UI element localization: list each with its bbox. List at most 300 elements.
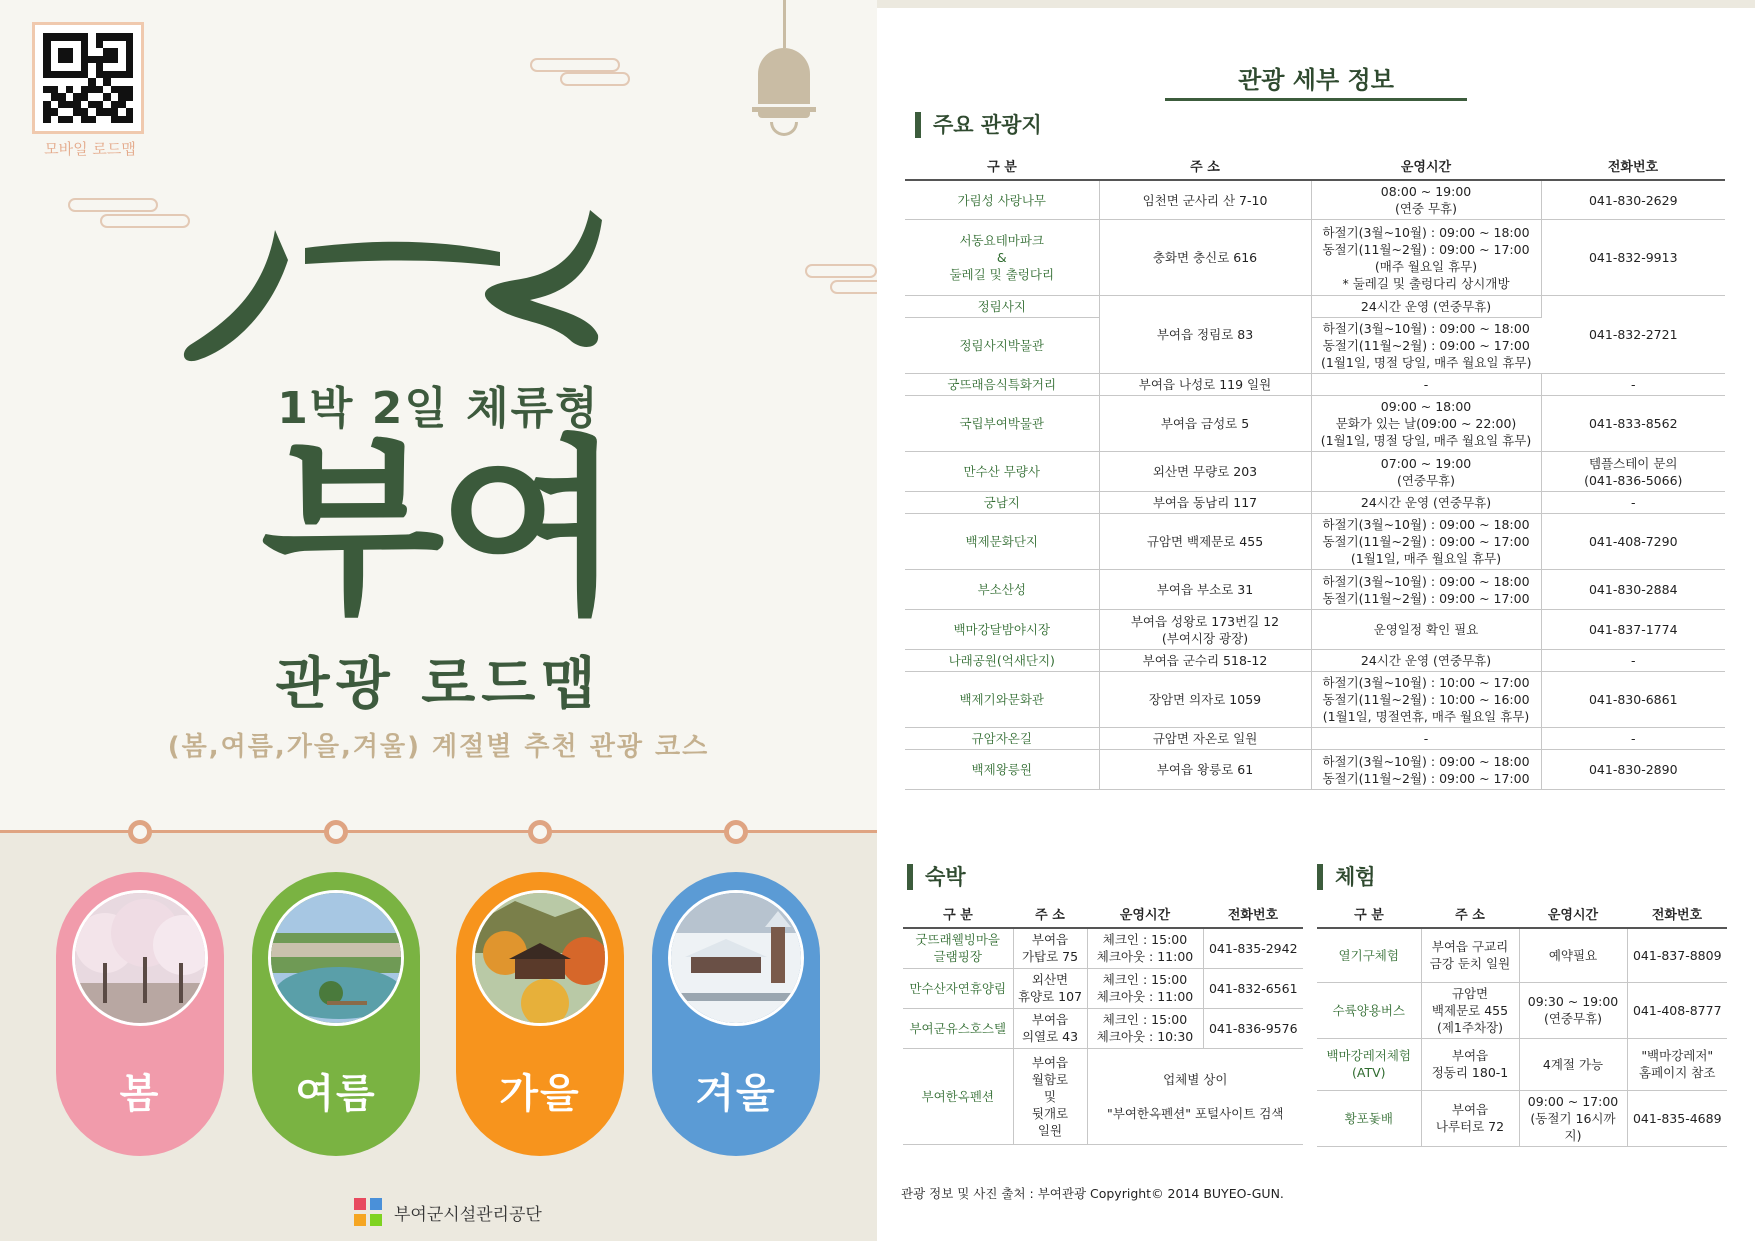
qr-cell: [88, 56, 96, 64]
attractions-table: [905, 152, 1725, 790]
qr-cell: [88, 116, 96, 124]
qr-cell: [118, 108, 126, 116]
row-phone: 041-835-4689: [1627, 1090, 1727, 1146]
row-hours: 운영일정 확인 필요: [1311, 610, 1541, 650]
row-address: 부여읍 월함로 및 뒷개로 일원: [1013, 1048, 1087, 1144]
qr-cell: [43, 108, 51, 116]
cover-title-roadmap: 관광 로드맵: [275, 652, 602, 717]
row-hours: 하절기(3월~10월) : 09:00 ~ 18:00 동절기(11월~2월) : 09:00 ~ 17:00 (1월1일, 명절 당일, 매주 월요일 휴무): [1311, 318, 1541, 374]
row-name: 만수산자연휴양림: [903, 968, 1013, 1008]
qr-cell: [81, 86, 89, 94]
table-row: [1317, 1090, 1727, 1146]
qr-cell: [81, 33, 89, 41]
qr-cell: [103, 41, 111, 49]
season-card-winter[interactable]: [652, 872, 820, 1156]
qr-cell: [81, 56, 89, 64]
qr-cell: [66, 71, 74, 79]
cover-panel: [0, 0, 877, 1241]
qr-cell: [126, 78, 134, 86]
column-header: 전화번호: [1541, 152, 1725, 180]
autumn-photo: [472, 890, 608, 1026]
qr-cell: [103, 48, 111, 56]
table-row: [903, 1048, 1303, 1144]
qr-cell: [73, 71, 81, 79]
column-header: 전화번호: [1627, 900, 1727, 928]
qr-cell: [118, 41, 126, 49]
qr-cell: [43, 63, 51, 71]
qr-cell: [88, 108, 96, 116]
qr-cell: [51, 41, 59, 49]
qr-cell: [58, 78, 66, 86]
hanging-ring: [724, 820, 748, 844]
qr-cell: [73, 78, 81, 86]
qr-cell: [111, 71, 119, 79]
column-header: 운영시간: [1087, 900, 1203, 928]
qr-caption: 모바일 로드맵: [44, 140, 136, 158]
qr-cell: [118, 86, 126, 94]
row-phone: 041-830-2890: [1541, 750, 1725, 790]
details-title: 관광 세부 정보: [1238, 66, 1394, 94]
qr-cell: [58, 63, 66, 71]
row-address: 부여읍 왕릉로 61: [1099, 750, 1311, 790]
qr-cell: [43, 71, 51, 79]
qr-cell: [111, 56, 119, 64]
qr-cell: [96, 41, 104, 49]
qr-cell: [51, 33, 59, 41]
qr-cell: [66, 86, 74, 94]
qr-cell: [111, 48, 119, 56]
qr-cell: [73, 33, 81, 41]
qr-cell: [96, 63, 104, 71]
row-address: 외산면 휴양로 107: [1013, 968, 1087, 1008]
row-phone: -: [1541, 650, 1725, 672]
table-row: [905, 374, 1725, 396]
qr-cell: [118, 63, 126, 71]
row-name: 백제기와문화관: [905, 672, 1099, 728]
row-phone: -: [1541, 374, 1725, 396]
qr-cell: [51, 116, 59, 124]
qr-cell: [43, 41, 51, 49]
row-phone: -: [1541, 492, 1725, 514]
row-address: 규암면 자온로 일원: [1099, 728, 1311, 750]
row-address: 충화면 충신로 616: [1099, 220, 1311, 296]
lodging-table: [903, 900, 1303, 1145]
qr-cell: [81, 71, 89, 79]
column-header: 주 소: [1013, 900, 1087, 928]
row-phone: -: [1541, 728, 1725, 750]
qr-cell: [51, 63, 59, 71]
qr-cell: [66, 78, 74, 86]
bell-clapper: [770, 122, 798, 136]
table-row: [905, 650, 1725, 672]
row-name: 황포돛배: [1317, 1090, 1421, 1146]
title-underline: [1165, 98, 1467, 101]
row-hours: 업체별 상이 "부여한옥펜션" 포털사이트 검색: [1087, 1048, 1303, 1144]
row-address: 부여읍 금성로 5: [1099, 396, 1311, 452]
row-name: 정림사지박물관: [905, 318, 1099, 374]
qr-cell: [58, 108, 66, 116]
qr-cell: [103, 56, 111, 64]
qr-cell: [58, 116, 66, 124]
row-hours: 체크인 : 15:00 체크아웃 : 11:00: [1087, 928, 1203, 968]
row-name: 열기구체험: [1317, 928, 1421, 982]
qr-cell: [111, 78, 119, 86]
row-name: 부여한옥펜션: [903, 1048, 1013, 1144]
table-row: [1317, 1038, 1727, 1090]
qr-cell: [51, 48, 59, 56]
qr-cell: [126, 116, 134, 124]
cloud-decoration: [530, 58, 620, 72]
qr-cell: [103, 108, 111, 116]
row-name: 백제왕릉원: [905, 750, 1099, 790]
qr-cell: [73, 86, 81, 94]
hanging-ring: [128, 820, 152, 844]
qr-cell: [126, 56, 134, 64]
row-hours: 08:00 ~ 19:00 (연중 무휴): [1311, 180, 1541, 220]
qr-cell: [58, 41, 66, 49]
qr-cell: [43, 78, 51, 86]
row-phone: 041-408-8777: [1627, 982, 1727, 1038]
row-name: 서동요테마파크 & 둘레길 및 출렁다리: [905, 220, 1099, 296]
qr-cell: [96, 33, 104, 41]
row-hours: 24시간 운영 (연중무휴): [1311, 650, 1541, 672]
qr-cell: [96, 101, 104, 109]
qr-cell: [118, 116, 126, 124]
qr-cell: [103, 101, 111, 109]
qr-cell: [66, 56, 74, 64]
row-phone: 041-836-9576: [1203, 1008, 1303, 1048]
row-hours: -: [1311, 728, 1541, 750]
qr-cell: [88, 78, 96, 86]
row-hours: 체크인 : 15:00 체크아웃 : 10:30: [1087, 1008, 1203, 1048]
row-name: 규암자온길: [905, 728, 1099, 750]
qr-cell: [58, 101, 66, 109]
section-heading-attractions: 주요 관광지: [915, 112, 1042, 138]
qr-cell: [111, 108, 119, 116]
qr-cell: [51, 93, 59, 101]
row-hours: 07:00 ~ 19:00 (연중무휴): [1311, 452, 1541, 492]
qr-cell: [111, 86, 119, 94]
cloud-decoration: [560, 72, 630, 86]
experience-table: [1317, 900, 1727, 1147]
qr-cell: [103, 116, 111, 124]
row-name: 국립부여박물관: [905, 396, 1099, 452]
row-phone: 041-830-6861: [1541, 672, 1725, 728]
qr-cell: [73, 108, 81, 116]
row-name: 굿뜨래웰빙마을 글램핑장: [903, 928, 1013, 968]
qr-cell: [126, 86, 134, 94]
row-phone: 041-832-2721: [1541, 296, 1725, 374]
row-phone: 041-830-2884: [1541, 570, 1725, 610]
qr-cell: [81, 116, 89, 124]
row-name: 나래공원(억새단지): [905, 650, 1099, 672]
qr-cell: [111, 101, 119, 109]
qr-cell: [126, 33, 134, 41]
qr-cell: [58, 86, 66, 94]
row-hours: 09:30 ~ 19:00 (연중무휴): [1519, 982, 1627, 1038]
table-row: [1317, 982, 1727, 1038]
qr-cell: [43, 33, 51, 41]
section-heading-lodging: 숙박: [907, 864, 966, 890]
table-row: [905, 610, 1725, 650]
qr-cell: [43, 86, 51, 94]
qr-cell: [43, 56, 51, 64]
qr-cell: [103, 93, 111, 101]
row-phone: 041-833-8562: [1541, 396, 1725, 452]
table-row: [905, 180, 1725, 220]
qr-cell: [58, 71, 66, 79]
qr-cell: [126, 48, 134, 56]
table-row: [905, 452, 1725, 492]
row-name: 부여군유스호스텔: [903, 1008, 1013, 1048]
qr-cell: [96, 71, 104, 79]
qr-cell: [103, 71, 111, 79]
qr-cell: [118, 93, 126, 101]
qr-cell: [66, 41, 74, 49]
column-header: 주 소: [1421, 900, 1519, 928]
qr-cell: [51, 101, 59, 109]
table-row: [905, 750, 1725, 790]
season-label-winter: 겨울: [695, 1071, 777, 1117]
row-hours: 하절기(3월~10월) : 09:00 ~ 18:00 동절기(11월~2월) : 09:00 ~ 17:00: [1311, 570, 1541, 610]
row-hours: 하절기(3월~10월) : 09:00 ~ 18:00 동절기(11월~2월) : 09:00 ~ 17:00: [1311, 750, 1541, 790]
row-phone: 041-832-9913: [1541, 220, 1725, 296]
qr-cell: [96, 108, 104, 116]
row-address: 부여읍 가탑로 75: [1013, 928, 1087, 968]
row-name: 부소산성: [905, 570, 1099, 610]
qr-cell: [103, 78, 111, 86]
qr-cell: [51, 71, 59, 79]
qr-cell: [118, 48, 126, 56]
table-row: [903, 1008, 1303, 1048]
row-hours: 체크인 : 15:00 체크아웃 : 11:00: [1087, 968, 1203, 1008]
row-address: 부여읍 의열로 43: [1013, 1008, 1087, 1048]
row-phone: "백마강레저" 홈페이지 참조: [1627, 1038, 1727, 1090]
bell-band: [752, 104, 816, 112]
row-address: 장암면 의자로 1059: [1099, 672, 1311, 728]
qr-cell: [126, 71, 134, 79]
qr-cell: [51, 56, 59, 64]
qr-cell: [43, 48, 51, 56]
table-row: [1317, 928, 1727, 982]
qr-cell: [58, 48, 66, 56]
qr-cell: [66, 63, 74, 71]
row-name: 만수산 무량사: [905, 452, 1099, 492]
table-row: [903, 928, 1303, 968]
row-hours: 하절기(3월~10월) : 09:00 ~ 18:00 동절기(11월~2월) : 09:00 ~ 17:00 (매주 월요일 휴무) * 둘레길 및 출렁다리 상시개방: [1311, 220, 1541, 296]
row-hours: 24시간 운영 (연중무휴): [1311, 296, 1541, 318]
qr-cell: [81, 41, 89, 49]
qr-cell: [66, 116, 74, 124]
bell-rope: [783, 0, 786, 48]
organization-mark: [352, 1196, 542, 1228]
row-address: 부여읍 성왕로 173번길 12 (부여시장 광장): [1099, 610, 1311, 650]
row-name: 궁뜨래음식특화거리: [905, 374, 1099, 396]
footer-credit: 관광 정보 및 사진 출처 : 부여관광 Copyright© 2014 BUYEO-GUN.: [901, 1186, 1284, 1201]
row-hours: -: [1311, 374, 1541, 396]
cloud-decoration: [805, 264, 877, 278]
qr-code[interactable]: [32, 22, 144, 134]
cover-title: 부여: [260, 419, 617, 640]
qr-cell: [43, 116, 51, 124]
column-header: 구 분: [903, 900, 1013, 928]
cloud-decoration: [68, 198, 158, 212]
summer-photo: [268, 890, 404, 1026]
qr-cell: [126, 108, 134, 116]
cover-subtitle: 1박 2일 체류형: [277, 383, 600, 434]
table-row: [905, 514, 1725, 570]
qr-cell: [81, 48, 89, 56]
table-row: [905, 220, 1725, 296]
row-phone: 041-837-1774: [1541, 610, 1725, 650]
qr-cell: [51, 108, 59, 116]
qr-cell: [73, 41, 81, 49]
season-card-spring[interactable]: [56, 872, 224, 1156]
row-address: 부여읍 나루터로 72: [1421, 1090, 1519, 1146]
row-address: 부여읍 부소로 31: [1099, 570, 1311, 610]
column-header: 주 소: [1099, 152, 1311, 180]
qr-cell: [88, 33, 96, 41]
qr-cell: [43, 93, 51, 101]
qr-cell: [73, 56, 81, 64]
hanging-ring: [528, 820, 552, 844]
row-address: 부여읍 동남리 117: [1099, 492, 1311, 514]
row-name: 백마강레저체험 (ATV): [1317, 1038, 1421, 1090]
qr-cell: [66, 48, 74, 56]
qr-cell: [96, 56, 104, 64]
qr-cell: [81, 108, 89, 116]
qr-pattern: [43, 33, 133, 123]
qr-cell: [111, 33, 119, 41]
row-phone: 템플스테이 문의 (041-836-5066): [1541, 452, 1725, 492]
row-hours: 24시간 운영 (연중무휴): [1311, 492, 1541, 514]
qr-cell: [111, 116, 119, 124]
qr-cell: [118, 33, 126, 41]
row-address: 부여읍 정림로 83: [1099, 296, 1311, 374]
row-address: 부여읍 나성로 119 일원: [1099, 374, 1311, 396]
qr-cell: [73, 116, 81, 124]
qr-cell: [66, 93, 74, 101]
qr-cell: [43, 101, 51, 109]
qr-cell: [118, 101, 126, 109]
row-phone: 041-830-2629: [1541, 180, 1725, 220]
column-header: 운영시간: [1519, 900, 1627, 928]
qr-cell: [126, 41, 134, 49]
qr-cell: [81, 63, 89, 71]
organization-name: 부여군시설관리공단: [394, 1204, 542, 1225]
hanging-ring: [324, 820, 348, 844]
qr-cell: [96, 78, 104, 86]
roof-eave-icon: [170, 200, 620, 370]
row-address: 규암면 백제문로 455: [1099, 514, 1311, 570]
row-address: 임천면 군사리 산 7-10: [1099, 180, 1311, 220]
qr-cell: [66, 33, 74, 41]
row-address: 부여읍 구교리 금강 둔치 일원: [1421, 928, 1519, 982]
qr-cell: [73, 48, 81, 56]
qr-cell: [58, 93, 66, 101]
qr-cell: [118, 78, 126, 86]
column-header: 구 분: [1317, 900, 1421, 928]
spring-photo: [72, 890, 208, 1026]
org-logo-icon: [352, 1196, 384, 1228]
qr-cell: [126, 101, 134, 109]
row-hours: 예약필요: [1519, 928, 1627, 982]
row-name: 궁남지: [905, 492, 1099, 514]
qr-cell: [88, 86, 96, 94]
qr-cell: [111, 41, 119, 49]
row-address: 부여읍 정동리 180-1: [1421, 1038, 1519, 1090]
qr-cell: [73, 93, 81, 101]
table-row: [905, 296, 1725, 318]
qr-cell: [58, 56, 66, 64]
row-name: 백마강달밤야시장: [905, 610, 1099, 650]
column-header: 전화번호: [1203, 900, 1303, 928]
qr-cell: [118, 71, 126, 79]
qr-cell: [88, 71, 96, 79]
qr-cell: [51, 86, 59, 94]
row-phone: 041-832-6561: [1203, 968, 1303, 1008]
cover-tagline: (봄,여름,가을,겨울) 계절별 추천 관광 코스: [167, 732, 710, 762]
row-phone: 041-835-2942: [1203, 928, 1303, 968]
season-card-summer[interactable]: [252, 872, 420, 1156]
row-address: 외산면 무량로 203: [1099, 452, 1311, 492]
qr-cell: [111, 93, 119, 101]
qr-cell: [81, 101, 89, 109]
table-row: [905, 728, 1725, 750]
qr-cell: [88, 48, 96, 56]
qr-cell: [96, 48, 104, 56]
qr-cell: [118, 56, 126, 64]
row-name: 수륙양용버스: [1317, 982, 1421, 1038]
row-name: 가림성 사랑나무: [905, 180, 1099, 220]
qr-cell: [88, 101, 96, 109]
qr-cell: [58, 33, 66, 41]
row-address: 규암면 백제문로 455 (제1주차장): [1421, 982, 1519, 1038]
season-label-summer: 여름: [295, 1071, 377, 1117]
qr-cell: [88, 41, 96, 49]
qr-cell: [88, 63, 96, 71]
row-hours: 하절기(3월~10월) : 10:00 ~ 17:00 동절기(11월~2월) : 10:00 ~ 16:00 (1월1일, 명절연휴, 매주 월요일 휴무): [1311, 672, 1541, 728]
column-header: 구 분: [905, 152, 1099, 180]
row-name: 백제문화단지: [905, 514, 1099, 570]
qr-cell: [96, 116, 104, 124]
qr-cell: [96, 86, 104, 94]
qr-cell: [81, 78, 89, 86]
row-name: 정림사지: [905, 296, 1099, 318]
season-card-autumn[interactable]: [456, 872, 624, 1156]
qr-cell: [96, 93, 104, 101]
row-hours: 09:00 ~ 17:00 (동절기 16시까지): [1519, 1090, 1627, 1146]
details-panel: [877, 0, 1755, 1241]
qr-cell: [111, 63, 119, 71]
qr-cell: [103, 33, 111, 41]
table-row: [905, 396, 1725, 452]
table-row: [905, 570, 1725, 610]
qr-cell: [126, 63, 134, 71]
row-address: 부여읍 군수리 518-12: [1099, 650, 1311, 672]
table-row: [903, 968, 1303, 1008]
qr-cell: [126, 93, 134, 101]
qr-cell: [103, 86, 111, 94]
qr-cell: [66, 101, 74, 109]
season-label-autumn: 가을: [499, 1071, 581, 1117]
winter-photo: [668, 890, 804, 1026]
table-row: [905, 492, 1725, 514]
row-phone: 041-408-7290: [1541, 514, 1725, 570]
qr-cell: [88, 93, 96, 101]
qr-cell: [51, 78, 59, 86]
row-phone: 041-837-8809: [1627, 928, 1727, 982]
